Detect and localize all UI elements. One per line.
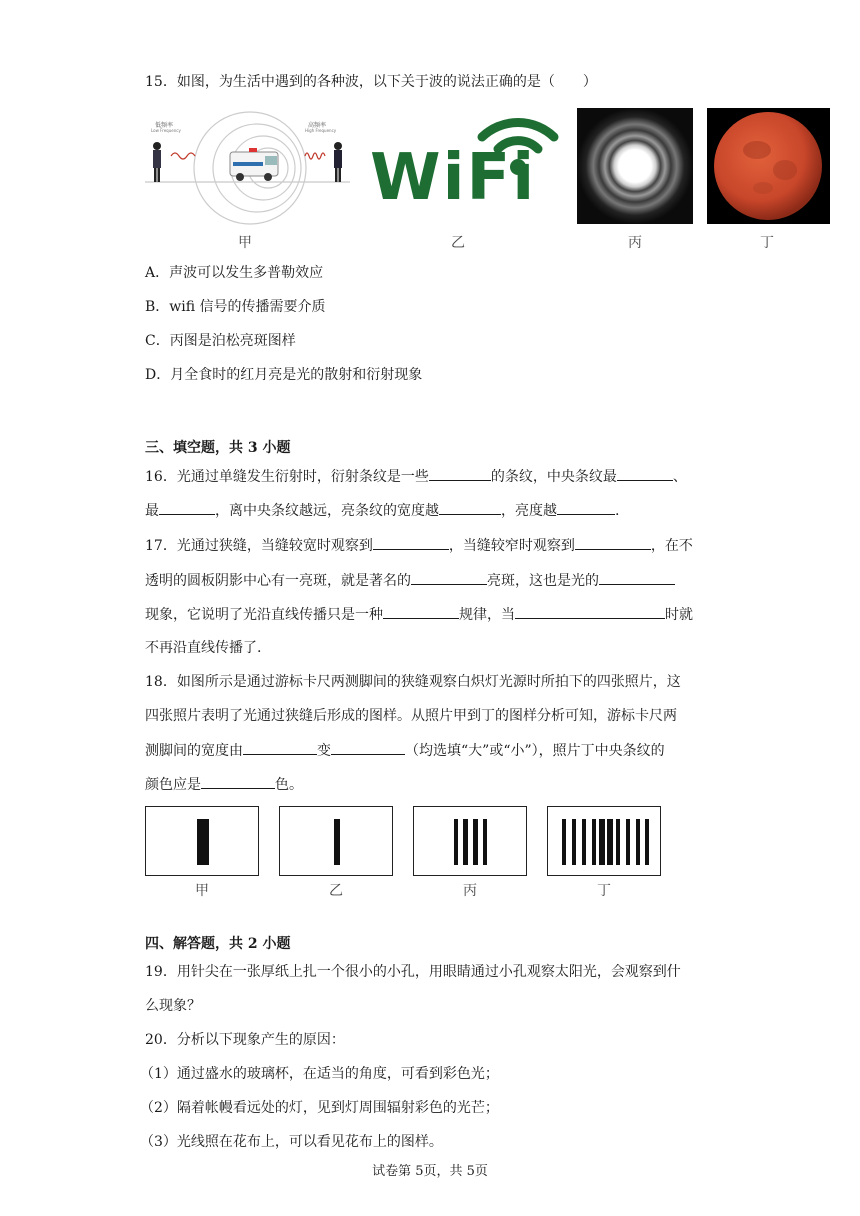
fringe-bar <box>197 819 209 865</box>
fringe-bar <box>463 819 468 865</box>
q17-text: 17．光通过狭缝，当缝较宽时观察到 <box>145 538 373 554</box>
q18-line2: 四张照片表明了光通过狭缝后形成的图样。从照片甲到丁的图样分析可知，游标卡尺两 <box>145 708 677 724</box>
q18-line1: 18．如图所示是通过游标卡尺两测脚间的狭缝观察白炽灯光源时所拍下的四张照片，这 <box>145 674 681 690</box>
q15-option-a: A．声波可以发生多普勒效应 <box>145 265 324 281</box>
q17-blank-6[interactable] <box>515 604 665 619</box>
fringe-bar <box>582 819 586 865</box>
fringe-bar <box>607 819 613 865</box>
q16-blank-5[interactable] <box>557 500 615 515</box>
slit-photo-ding <box>547 806 661 876</box>
q16-blank-3[interactable] <box>159 500 215 515</box>
q16-text: . <box>615 503 620 519</box>
q18-blank-1[interactable] <box>243 740 317 755</box>
q18-text: 色。 <box>275 777 303 793</box>
q17-line2 <box>145 570 675 591</box>
q18-text: 颜色应是 <box>145 777 201 793</box>
fringe-bar <box>592 819 596 865</box>
q17-blank-1[interactable] <box>373 535 449 550</box>
q19-line2: 么现象？ <box>145 998 201 1014</box>
q15-option-d: D．月全食时的红月亮是光的散射和衍射现象 <box>145 367 423 383</box>
q17-text: ，当缝较窄时观察到 <box>448 538 575 554</box>
q20-item-3: （3）光线照在花布上，可以看见花布上的图样。 <box>140 1134 443 1150</box>
fringe-bar <box>562 819 566 865</box>
q18-label-jia: 甲 <box>195 883 209 899</box>
q18-text: 测脚间的宽度由 <box>145 743 243 759</box>
slit-photo-yi <box>279 806 393 876</box>
q17-line4: 不再沿直线传播了. <box>145 640 262 656</box>
fringe-bar <box>645 819 649 865</box>
section3-title: 三、填空题，共 3 小题 <box>145 440 291 456</box>
q18-blank-2[interactable] <box>331 740 405 755</box>
q17-blank-2[interactable] <box>575 535 651 550</box>
fringe-bar <box>572 819 576 865</box>
q17-text: 透明的圆板阴影中心有一亮斑，就是著名的 <box>145 573 411 589</box>
q18-text: （均选填“大”或“小”），照片丁中央条纹的 <box>405 743 665 759</box>
q15-option-b: B．wifi 信号的传播需要介质 <box>145 299 326 315</box>
q17-blank-3[interactable] <box>411 570 487 585</box>
wifi-text: WiFi <box>370 141 537 215</box>
slit-photo-bing <box>413 806 527 876</box>
page-footer: 试卷第 5页，共 5页 <box>372 1164 488 1179</box>
q15-label-jia: 甲 <box>238 235 252 251</box>
q15-stem: 15．如图，为生活中遇到的各种波，以下关于波的说法正确的是（ ） <box>145 74 597 90</box>
doppler-figure <box>145 108 350 228</box>
q15-label-bing: 丙 <box>628 235 642 251</box>
q16-text: ，离中央条纹越远，亮条纹的宽度越 <box>215 503 439 519</box>
q16-text: 最 <box>145 503 159 519</box>
q17-text: 规律，当 <box>459 607 515 623</box>
q18-line3 <box>145 740 665 761</box>
q15-label-yi: 乙 <box>451 235 465 251</box>
q20-stem: 20．分析以下现象产生的原因： <box>145 1032 345 1048</box>
q16-line2 <box>145 500 619 521</box>
wifi-logo <box>370 115 565 220</box>
slit-photo-jia <box>145 806 259 876</box>
q17-text: 时就 <box>665 607 693 623</box>
q19-line1: 19．用针尖在一张厚纸上扎一个很小的小孔，用眼睛通过小孔观察太阳光，会观察到什 <box>145 964 681 980</box>
poisson-spot-photo <box>577 108 693 224</box>
q16-text: 的条纹，中央条纹最 <box>490 469 617 485</box>
q18-label-bing: 丙 <box>463 883 477 899</box>
fringe-bar <box>616 819 620 865</box>
fringe-bar <box>599 819 605 865</box>
q17-text: ，在不 <box>650 538 693 554</box>
red-moon-photo <box>707 108 830 224</box>
q16-blank-4[interactable] <box>439 500 501 515</box>
q18-text: 变 <box>317 743 331 759</box>
q16-blank-1[interactable] <box>429 466 491 481</box>
q16-blank-2[interactable] <box>617 466 673 481</box>
fringe-bar <box>473 819 478 865</box>
q20-item-2: （2）隔着帐幔看远处的灯，见到灯周围辐射彩色的光芒； <box>140 1100 499 1116</box>
q15-option-c: C．丙图是泊松亮斑图样 <box>145 333 296 349</box>
high-frequency-en: High Frequency <box>305 128 337 133</box>
q15-label-ding: 丁 <box>760 235 774 251</box>
fringe-bar <box>626 819 630 865</box>
q18-line4 <box>145 774 303 795</box>
q18-blank-3[interactable] <box>201 774 275 789</box>
low-frequency-cn: 低频率 <box>155 122 174 129</box>
q17-text: 亮斑，这也是光的 <box>487 573 599 589</box>
low-frequency-en: Low Frequency <box>151 128 181 133</box>
q17-line3 <box>145 604 693 625</box>
section4-title: 四、解答题，共 2 小题 <box>145 936 291 952</box>
q17-blank-4[interactable] <box>599 570 675 585</box>
q16-line1 <box>145 466 687 487</box>
q18-label-yi: 乙 <box>329 883 343 899</box>
q18-label-ding: 丁 <box>597 883 611 899</box>
fringe-bar <box>636 819 640 865</box>
fringe-bar <box>454 819 458 865</box>
q16-text: ，亮度越 <box>501 503 557 519</box>
fringe-bar <box>483 819 487 865</box>
fringe-bar <box>334 819 340 865</box>
q16-text: 、 <box>672 469 687 485</box>
q16-text: 16．光通过单缝发生衍射时，衍射条纹是一些 <box>145 469 429 485</box>
high-frequency-cn: 高频率 <box>308 122 327 129</box>
q17-blank-5[interactable] <box>383 604 459 619</box>
q17-line1 <box>145 535 693 556</box>
q20-item-1: （1）通过盛水的玻璃杯，在适当的角度，可看到彩色光； <box>140 1066 499 1082</box>
q17-text: 现象，它说明了光沿直线传播只是一种 <box>145 607 383 623</box>
